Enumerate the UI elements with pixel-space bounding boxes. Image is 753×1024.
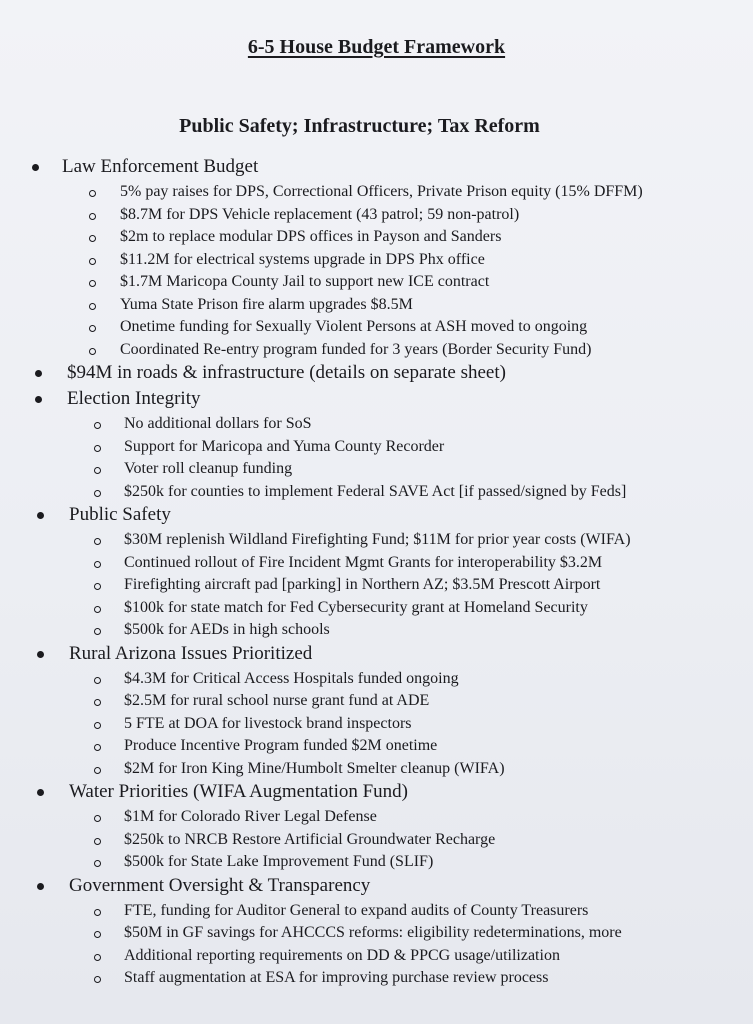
list-item-text: Yuma State Prison fire alarm upgrades $8.5M [120,295,413,313]
item-list [32,181,747,361]
list-item [32,481,747,504]
list-item [32,900,747,923]
hollow-bullet-icon [89,325,96,332]
list-item [32,735,747,758]
list-item-text: $50M in GF savings for AHCCCS reforms: eligibility redeterminations, more [124,924,622,941]
list-item-text: $250k for counties to implement Federal SAVE Act [if passed/signed by Feds] [124,482,627,500]
list-item [32,436,747,459]
section-heading-text: Election Integrity [67,388,201,409]
list-item [32,271,747,294]
hollow-bullet-icon [94,583,101,590]
hollow-bullet-icon [94,976,101,983]
item-list [32,529,747,642]
bullet-icon [37,789,44,796]
hollow-bullet-icon [94,538,101,545]
section-heading-text: Public Safety [69,504,171,525]
list-item [32,294,747,317]
section-heading-text: Government Oversight & Transparency [69,874,371,896]
list-item-text: $2m to replace modular DPS offices in Payson and Sanders [120,228,502,245]
list-item [32,829,747,852]
section-heading-text: Rural Arizona Issues Prioritized [69,642,313,664]
list-item [32,713,747,736]
list-item-text: FTE, funding for Auditor General to expand audits of County Treasurers [124,901,589,919]
hollow-bullet-icon [94,909,101,916]
hollow-bullet-icon [94,606,101,613]
hollow-bullet-icon [94,490,101,497]
list-item [32,945,747,968]
section-heading [32,874,747,898]
hollow-bullet-icon [94,628,101,635]
hollow-bullet-icon [94,744,101,751]
list-item-text: 5 FTE at DOA for livestock brand inspectors [124,714,412,732]
list-item [32,922,747,945]
hollow-bullet-icon [89,348,96,355]
section-election-integrity [32,387,747,503]
list-item [32,316,747,339]
list-item-text: $1.7M Maricopa County Jail to support new ICE contract [120,273,490,290]
section-heading [32,361,747,385]
hollow-bullet-icon [94,838,101,845]
list-item [32,552,747,575]
list-item-text: $4.3M for Critical Access Hospitals funded ongoing [124,669,459,687]
bullet-icon [37,651,44,658]
document-subtitle: Public Safety; Infrastructure; Tax Reform [179,115,540,137]
item-list [32,806,747,874]
hollow-bullet-icon [89,213,96,220]
section-rural-arizona [32,642,747,781]
list-item [32,690,747,713]
hollow-bullet-icon [94,467,101,474]
list-item-text: $500k for State Lake Improvement Fund (SLIF) [124,853,434,870]
hollow-bullet-icon [89,258,96,265]
section-water-priorities [32,780,747,874]
list-item [32,339,747,362]
hollow-bullet-icon [94,561,101,568]
list-item-text: $11.2M for electrical systems upgrade in DPS Phx office [120,250,485,268]
list-item [32,574,747,597]
list-item-text: Additional reporting requirements on DD & PPCG usage/utilization [124,946,560,964]
list-item-text: $1M for Colorado River Legal Defense [124,808,377,825]
hollow-bullet-icon [94,445,101,452]
hollow-bullet-icon [94,815,101,822]
list-item-text: $250k to NRCB Restore Artificial Groundwater Recharge [124,830,496,848]
hollow-bullet-icon [94,767,101,774]
hollow-bullet-icon [94,699,101,706]
list-item [32,529,747,552]
hollow-bullet-icon [94,954,101,961]
section-heading [32,780,747,804]
item-list [32,900,747,990]
item-list [32,668,747,781]
section-heading [32,503,747,527]
list-item-text: No additional dollars for SoS [124,415,312,432]
section-law-enforcement [32,155,747,361]
hollow-bullet-icon [89,235,96,242]
section-heading [32,387,747,411]
list-item [32,758,747,781]
list-item [32,458,747,481]
list-item [32,204,747,227]
hollow-bullet-icon [94,677,101,684]
list-item-text: $8.7M for DPS Vehicle replacement (43 patrol; 59 non-patrol) [120,205,520,223]
list-item [32,806,747,829]
list-item-text: $30M replenish Wildland Firefighting Fund; $11M for prior year costs (WIFA) [124,531,631,548]
section-heading-text: $94M in roads & infrastructure (details on separate sheet) [67,362,506,383]
section-heading [32,155,747,179]
list-item [32,226,747,249]
hollow-bullet-icon [94,722,101,729]
section-government-oversight [32,874,747,990]
bullet-icon [35,396,42,403]
section-heading [32,642,747,666]
section-roads-infrastructure [32,361,747,385]
list-item-text: Staff augmentation at ESA for improving purchase review process [124,969,549,986]
list-item [32,413,747,436]
list-item [32,181,747,204]
list-item [32,851,747,874]
bullet-icon [32,164,39,171]
hollow-bullet-icon [94,860,101,867]
item-list [32,413,747,503]
hollow-bullet-icon [94,422,101,429]
list-item-text: Onetime funding for Sexually Violent Persons at ASH moved to ongoing [120,318,588,335]
list-item-text: Firefighting aircraft pad [parking] in Northern AZ; $3.5M Prescott Airport [124,576,601,593]
list-item-text: Support for Maricopa and Yuma County Recorder [124,437,445,455]
list-item-text: 5% pay raises for DPS, Correctional Officers, Private Prison equity (15% DFFM) [120,183,643,200]
bullet-icon [37,883,44,890]
section-heading-text: Law Enforcement Budget [62,156,259,177]
list-item-text: $500k for AEDs in high schools [124,621,330,638]
hollow-bullet-icon [94,931,101,938]
list-item-text: Produce Incentive Program funded $2M onetime [124,737,438,754]
list-item [32,597,747,620]
section-heading-text: Water Priorities (WIFA Augmentation Fund) [69,781,409,802]
list-item [32,619,747,642]
list-item-text: Coordinated Re-entry program funded for 3 years (Border Security Fund) [120,340,592,358]
bullet-icon [35,370,42,377]
list-item-text: $2M for Iron King Mine/Humbolt Smelter cleanup (WIFA) [124,759,505,777]
bullet-icon [37,512,44,519]
list-item [32,668,747,691]
list-item [32,967,747,990]
budget-sections [32,155,747,990]
hollow-bullet-icon [89,280,96,287]
document-title: 6-5 House Budget Framework [247,36,506,58]
hollow-bullet-icon [89,190,96,197]
list-item [32,249,747,272]
hollow-bullet-icon [89,303,96,310]
section-public-safety [32,503,747,642]
list-item-text: $2.5M for rural school nurse grant fund at ADE [124,692,430,709]
list-item-text: Voter roll cleanup funding [124,460,293,477]
list-item-text: $100k for state match for Fed Cybersecurity grant at Homeland Security [124,598,588,616]
list-item-text: Continued rollout of Fire Incident Mgmt Grants for interoperability $3.2M [124,553,603,571]
